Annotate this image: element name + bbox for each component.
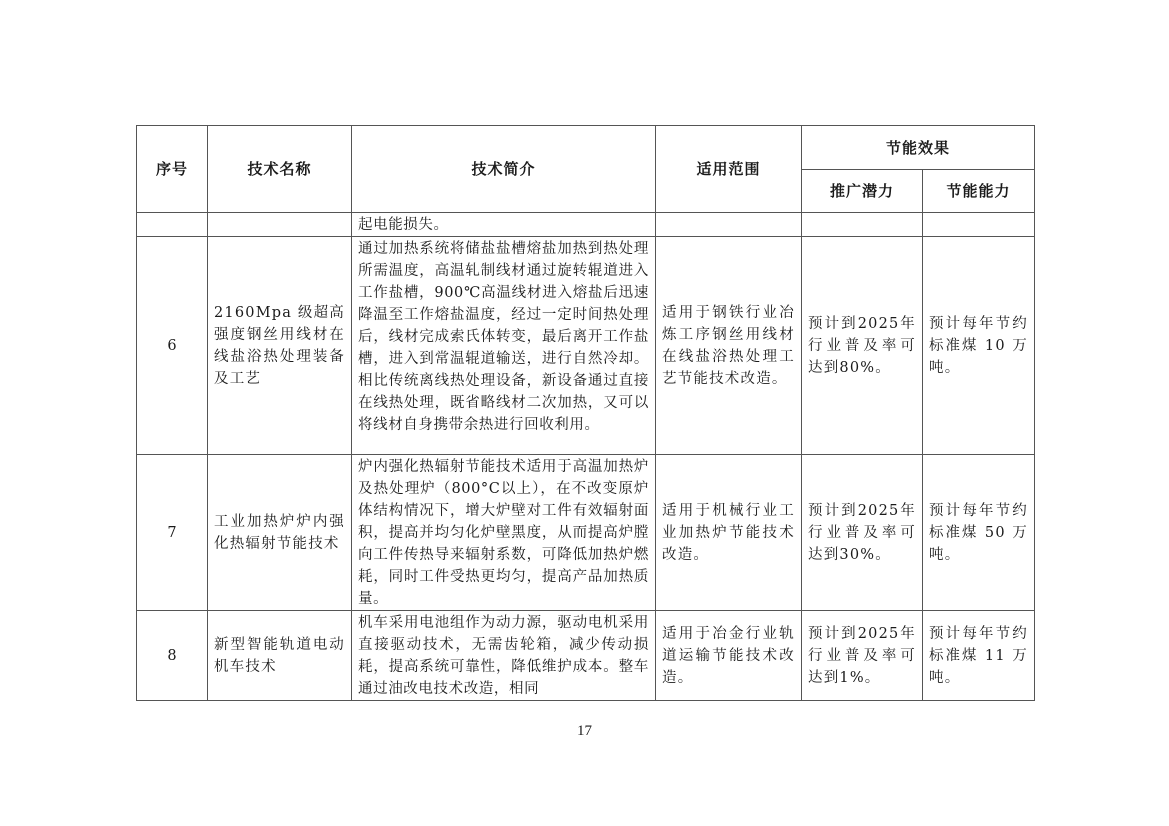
cell-description: 炉内强化热辐射节能技术适用于高温加热炉及热处理炉（800°C以上），在不改变原炉体结构情况下，增大炉壁对工件有效辐射面积，提高并均匀化炉壁黑度，从而提高炉膛向工件传热导来辐射系数，可降低加热炉燃耗，同时工件受热更均匀，提高产品加热质量。 [352,455,656,611]
header-description: 技术简介 [352,126,656,213]
cell-potential: 预计到2025年行业普及率可达到30%。 [802,455,923,611]
cell-name: 2160Mpa 级超高强度钢丝用线材在线盐浴热处理装备及工艺 [208,237,352,455]
header-scope: 适用范围 [656,126,802,213]
cell-capacity: 预计每年节约标准煤 50 万吨。 [923,455,1035,611]
cell-potential [802,213,923,237]
cell-name: 新型智能轨道电动机车技术 [208,611,352,701]
header-index: 序号 [137,126,208,213]
cell-capacity: 预计每年节约标准煤 11 万吨。 [923,611,1035,701]
cell-capacity: 预计每年节约标准煤 10 万吨。 [923,237,1035,455]
cell-capacity [923,213,1035,237]
cell-name [208,213,352,237]
cell-scope: 适用于机械行业工业加热炉节能技术改造。 [656,455,802,611]
table-row [137,611,1035,701]
cell-description: 机车采用电池组作为动力源，驱动电机采用直接驱动技术，无需齿轮箱，减少传动损耗，提高系统可靠性，降低维护成本。整车通过油改电技术改造，相同 [352,611,656,701]
header-name: 技术名称 [208,126,352,213]
continuation-row [137,213,1035,237]
cell-index: 6 [137,237,208,455]
cell-index [137,213,208,237]
header-potential: 推广潜力 [802,170,923,213]
cell-scope: 适用于钢铁行业冶炼工序钢丝用线材在线盐浴热处理工艺节能技术改造。 [656,237,802,455]
cell-potential: 预计到2025年行业普及率可达到80%。 [802,237,923,455]
cell-index: 7 [137,455,208,611]
table-row [137,455,1035,611]
header-effect-group: 节能效果 [802,126,1035,170]
page-number: 17 [577,723,592,739]
cell-scope [656,213,802,237]
cell-potential: 预计到2025年行业普及率可达到1%。 [802,611,923,701]
cell-description: 起电能损失。 [352,213,656,237]
table-row [137,237,1035,455]
cell-index: 8 [137,611,208,701]
header-capacity: 节能能力 [923,170,1035,213]
energy-saving-technology-table [136,125,1035,701]
cell-description: 通过加热系统将储盐盐槽熔盐加热到热处理所需温度，高温轧制线材通过旋转辊道进入工作盐槽，900℃高温线材进入熔盐后迅速降温至工作熔盐温度，经过一定时间热处理后，线材完成索氏体转变，最后离开工作盐槽，进入到常温辊道输送，进行自然冷却。相比传统离线热处理设备，新设备通过直接在线热处理，既省略线材二次加热，又可以将线材自身携带余热进行回收利用。 [352,237,656,455]
cell-scope: 适用于冶金行业轨道运输节能技术改造。 [656,611,802,701]
cell-name: 工业加热炉炉内强化热辐射节能技术 [208,455,352,611]
